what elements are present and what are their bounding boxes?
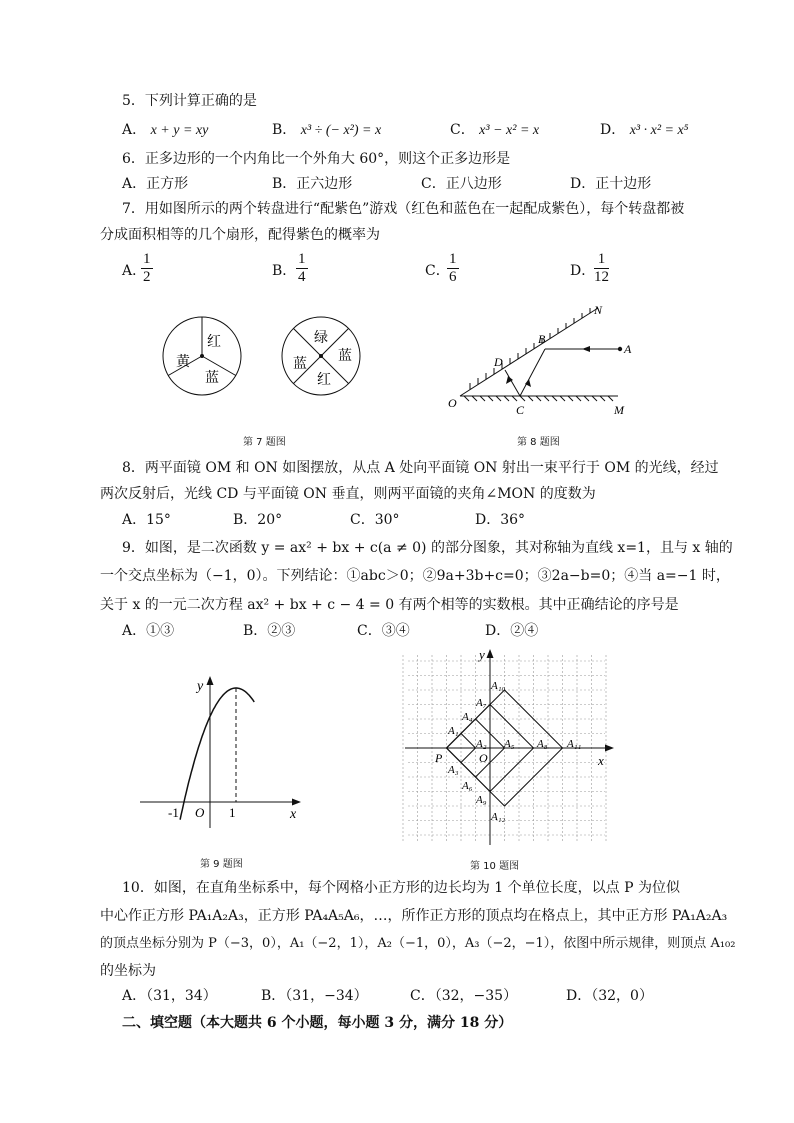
q7-option-d-fraction: $\frac{1}{12}$ [594, 251, 609, 285]
label-c: C [516, 403, 525, 417]
q9-caption: 第 9 题图 [200, 859, 243, 870]
q7-stem-line2: 分成面积相等的几个扇形，配得紫色的概率为 [100, 227, 380, 243]
q9-stem-line3: 关于 x 的一元二次方程 ax² + bx + c − 4 = 0 有两个相等的实数根。其中正确结论的序号是 [100, 597, 679, 613]
a12-label: A₁₂ [491, 811, 506, 823]
label-a: A [624, 342, 632, 356]
q8-caption: 第 8 题图 [517, 437, 560, 448]
a9-label: A₉ [476, 794, 487, 806]
q10-option-d: D．（32，0） [566, 988, 653, 1004]
q5-option-c: C． x³ − x² = x [450, 122, 540, 138]
a7-label: A₇ [476, 697, 487, 709]
q9-option-b: B．②③ [243, 623, 296, 639]
spinner2-green: 绿 [314, 331, 328, 346]
x-label: x [290, 807, 297, 822]
q10-stem-line1: 10．如图，在直角坐标系中，每个网格小正方形的边长均为 1 个单位长度，以点 P 为位似 [122, 880, 680, 896]
q10-stem-line3: 的顶点坐标分别为 P（−3，0），A₁（−2，1），A₂（−1，0），A₃（−2，−1），依图中所示规律，则顶点 A₁₀₂ [100, 936, 736, 951]
q9-option-d: D．②④ [485, 623, 539, 639]
label-d: D [494, 355, 503, 369]
x-label: x [598, 753, 604, 768]
q9-stem-line1: 9．如图，是二次函数 y = ax² + bx + c(a ≠ 0) 的部分图象，其对称轴为直线 x=1，且与 x 轴的 [122, 540, 733, 556]
q8-option-c: C．30° [350, 512, 400, 528]
spinner2-blue-left: 蓝 [293, 357, 307, 372]
a6-label: A₆ [462, 780, 473, 792]
y-axis-arrow [207, 676, 214, 685]
q10-caption: 第 10 题图 [470, 861, 520, 872]
section-2-heading: 二、填空题（本大题共 6 个小题，每小题 3 分，满分 18 分） [122, 1015, 513, 1031]
q8-mirror-figure [440, 300, 640, 425]
spinner1-red: 红 [207, 335, 221, 350]
origin-label: O [479, 751, 488, 765]
q7-option-a-label: A． [122, 263, 147, 279]
a11-label: A₁₁ [567, 738, 582, 750]
q9-option-a: A．①③ [122, 623, 175, 639]
a1-label: A₁ [448, 725, 459, 737]
q8-option-a: A．15° [122, 512, 171, 528]
q8-stem-line2: 两次反射后，光线 CD 与平面镜 ON 垂直，则两平面镜的夹角∠MON 的度数为 [100, 486, 596, 502]
ray-bc [520, 349, 545, 396]
a10-label: A₁₀ [491, 680, 506, 692]
q6-option-a: A．正方形 [122, 176, 189, 192]
q5-option-b: B． x³ ÷ (− x²) = x [272, 122, 382, 138]
q6-option-b: B．正六边形 [272, 176, 353, 192]
label-o: O [448, 396, 457, 410]
q5-stem: 5．下列计算正确的是 [122, 93, 257, 109]
q9-stem-line2: 一个交点坐标为（−1，0）。下列结论：①abc＞0；②9a+3b+c=0；③2a−b=0；④当 a=−1 时， [100, 568, 730, 584]
q7-option-b-fraction: $\frac{1}{4}$ [298, 251, 306, 285]
spinner-one [163, 317, 241, 395]
q9-option-c: C．③④ [357, 623, 410, 639]
x-axis-arrow [292, 799, 301, 806]
q7-option-b-label: B． [272, 263, 297, 279]
q8-stem-line1: 8．两平面镜 OM 和 ON 如图摆放，从点 A 处向平面镜 ON 射出一束平行于 OM 的光线，经过 [122, 460, 719, 476]
parabola-curve [180, 688, 254, 820]
point-p-label: P [435, 751, 443, 765]
q6-option-d: D．正十边形 [570, 176, 652, 192]
arrow-ab-head [582, 346, 590, 352]
origin-label: O [195, 805, 205, 820]
q7-stem-line1: 7．用如图所示的两个转盘进行“配紫色”游戏（红色和蓝色在一起配成紫色），每个转盘都被 [122, 201, 685, 217]
spinner1-yellow: 黄 [176, 355, 190, 370]
label-m: M [614, 403, 624, 417]
y-axis-arrow [487, 649, 494, 658]
q5-option-d: D． x³ · x² = x⁵ [600, 122, 689, 138]
a2-label: A₂ [476, 738, 487, 750]
y-label: y [197, 679, 204, 694]
q8-option-d: D．36° [475, 512, 526, 528]
q7-option-c-label: C． [425, 263, 450, 279]
q10-stem-line4: 的坐标为 [100, 963, 156, 979]
a3-label: A₃ [448, 764, 459, 776]
q10-option-c: C．（32，−35） [410, 988, 518, 1004]
y-label: y [479, 647, 485, 662]
q9-parabola-figure [135, 668, 310, 833]
a5-label: A₅ [504, 738, 515, 750]
q10-option-b: B．（31，−34） [261, 988, 368, 1004]
q8-option-b: B．20° [233, 512, 283, 528]
spinner2-blue-right: 蓝 [338, 349, 352, 364]
q5-option-a: A． x + y = xy [122, 122, 209, 138]
label-b: B [538, 332, 546, 346]
a8-label: A₈ [537, 738, 548, 750]
q7-option-c-fraction: $\frac{1}{6}$ [449, 251, 457, 285]
q7-option-a-fraction: $\frac{1}{2}$ [143, 251, 151, 285]
one-label: 1 [229, 805, 236, 820]
mirror-om-hatch [464, 396, 613, 401]
q6-option-c: C．正八边形 [421, 176, 502, 192]
spinner1-blue: 蓝 [205, 371, 219, 386]
label-n: N [594, 303, 603, 317]
spinner2-red: 红 [317, 373, 331, 388]
q6-stem: 6．正多边形的一个内角比一个外角大 60°，则这个正多边形是 [122, 151, 511, 167]
q7-spinners-figure [150, 312, 380, 402]
spinner-two [282, 317, 360, 395]
a4-label: A₄ [462, 711, 473, 723]
q10-option-a: A．（31，34） [122, 988, 217, 1004]
x-axis-arrow [605, 745, 614, 752]
q10-grid-figure [400, 645, 620, 850]
q7-caption: 第 7 题图 [243, 437, 286, 448]
q7-option-d-label: D． [570, 263, 596, 279]
neg-one-label: -1 [168, 805, 179, 820]
q10-stem-line2: 中心作正方形 PA₁A₂A₃，正方形 PA₄A₅A₆，…，所作正方形的顶点均在格点上，其中正方形 PA₁A₂A₃ [100, 908, 728, 924]
